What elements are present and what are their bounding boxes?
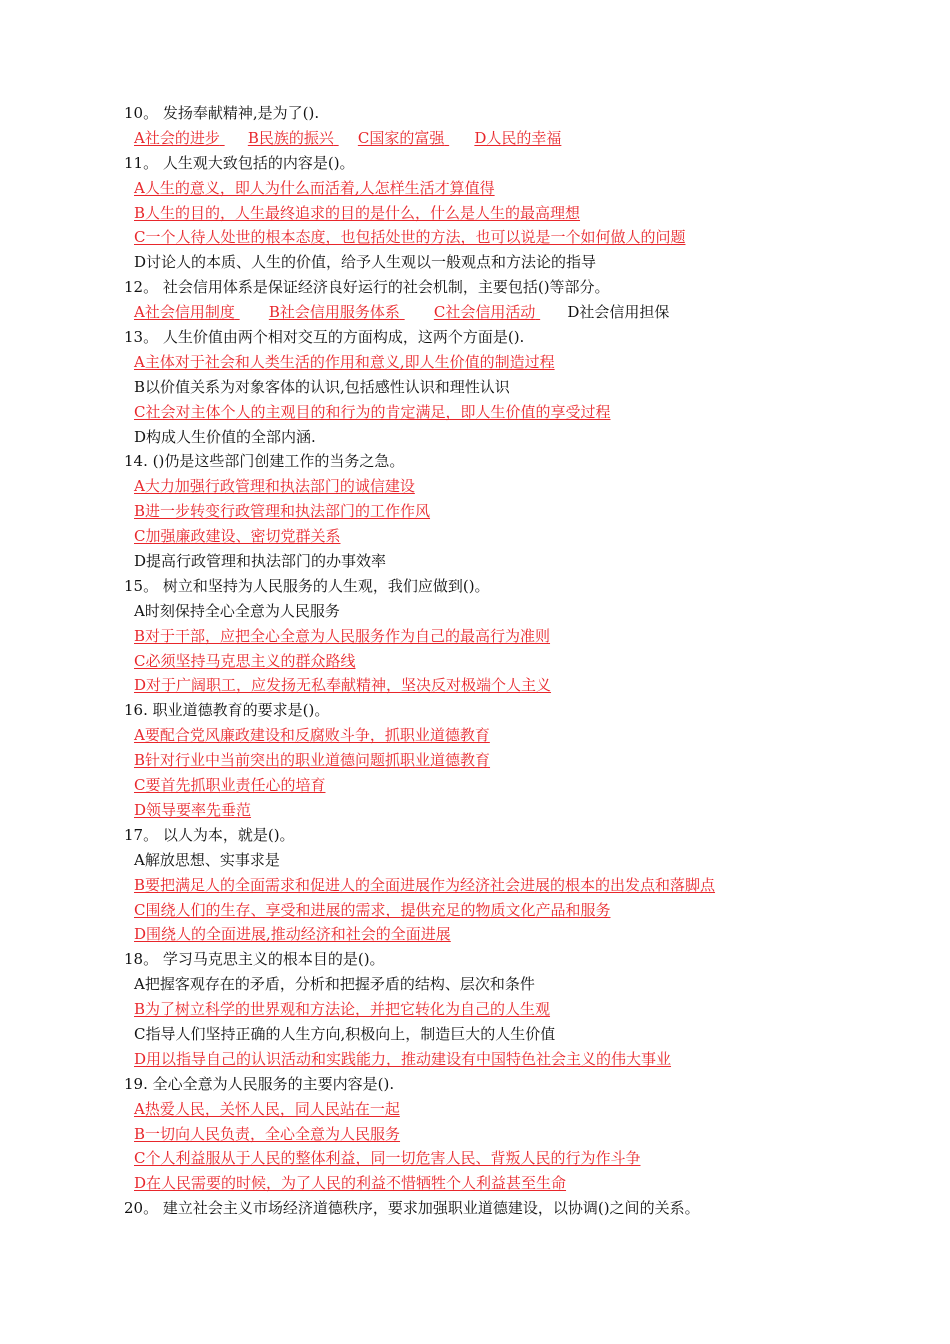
- question-line: [0, 101, 950, 126]
- answer-option-marked: D领导要率先垂范: [134, 800, 252, 819]
- option-line: [0, 201, 950, 226]
- question-text: 15。 树立和坚持为人民服务的人生观，我们应做到()。: [124, 576, 490, 595]
- question-text: 17。 以人为本，就是()。: [124, 825, 295, 844]
- option-spacer: [235, 300, 269, 325]
- answer-option: D社会信用担保: [567, 303, 670, 322]
- option-line: [0, 375, 950, 400]
- answer-option-marked: A人生的意义，即人为什么而活着,人怎样生活才算值得: [134, 178, 495, 197]
- question-text: 10。 发扬奉献精神,是为了().: [124, 104, 320, 122]
- question-text: 12。 社会信用体系是保证经济良好运行的社会机制，主要包括()等部分。: [124, 278, 610, 297]
- answer-option-marked: B一切向人民负责，全心全意为人民服务: [134, 1124, 401, 1143]
- option-line: [0, 474, 950, 499]
- answer-option-marked: B人生的目的，人生最终追求的目的是什么，什么是人生的最高理想: [134, 203, 581, 222]
- option-line: [0, 798, 950, 823]
- answer-option-marked: D用以指导自己的认识活动和实践能力，推动建设有中国特色社会主义的伟大事业: [134, 1049, 672, 1068]
- option-line: [0, 997, 950, 1022]
- answer-option-marked: D围绕人的全面进展,推动经济和社会的全面进展: [134, 925, 451, 944]
- answer-option: D提高行政管理和执法部门的办事效率: [134, 552, 387, 571]
- option-line: [0, 624, 950, 649]
- question-line: [0, 275, 950, 300]
- question-line: [0, 698, 950, 723]
- answer-option: A时刻保持全心全意为人民服务: [134, 601, 340, 620]
- option-line: [0, 1146, 950, 1171]
- option-line: [0, 425, 950, 450]
- answer-option-marked: A热爱人民，关怀人民，同人民站在一起: [134, 1099, 400, 1118]
- question-text: 11。 人生观大致包括的内容是()。: [124, 153, 355, 172]
- answer-option-marked: B要把满足人的全面需求和促进人的全面进展作为经济社会进展的根本的出发点和落脚点: [134, 875, 716, 894]
- question-text: 16. 职业道德教育的要求是()。: [124, 701, 330, 720]
- answer-option-marked: C一个人待人处世的根本态度，也包括处世的方法，也可以说是一个如何做人的问题: [134, 228, 686, 247]
- question-text: 13。 人生价值由两个相对交互的方面构成，这两个方面是().: [124, 328, 525, 347]
- answer-option-marked: C个人利益服从于人民的整体利益，同一切危害人民、背叛人民的行为作斗争: [134, 1149, 641, 1168]
- question-line: [0, 151, 950, 176]
- question-text: 19. 全心全意为人民服务的主要内容是().: [124, 1074, 395, 1093]
- answer-option-marked: C围绕人们的生存、享受和进展的需求，提供充足的物质文化产品和服务: [134, 900, 611, 919]
- option-spacer: [400, 300, 434, 325]
- answer-option-marked: C国家的富强: [357, 128, 445, 147]
- option-line: [0, 225, 950, 250]
- option-line: [0, 176, 950, 201]
- answer-option-marked: B针对行业中当前突出的职业道德问题抓职业道德教育: [134, 751, 491, 770]
- option-spacer: [334, 126, 358, 151]
- option-line: [0, 1171, 950, 1196]
- question-line: [0, 1072, 950, 1097]
- option-line: [0, 748, 950, 773]
- answer-option-marked: C加强廉政建设、密切党群关系: [134, 527, 341, 546]
- answer-option-marked: B进一步转变行政管理和执法部门的工作作风: [134, 502, 431, 521]
- option-line: [0, 848, 950, 873]
- option-spacer: [444, 126, 474, 151]
- question-line: [0, 325, 950, 350]
- option-line: [0, 972, 950, 997]
- option-line: [0, 350, 950, 375]
- option-line: [0, 873, 950, 898]
- option-line: [0, 250, 950, 275]
- answer-option-marked: D在人民需要的时候，为了人民的利益不惜牺牲个人利益甚至生命: [134, 1174, 567, 1193]
- answer-option-marked: A主体对于社会和人类生活的作用和意义,即人生价值的制造过程: [134, 352, 555, 371]
- option-line: [0, 723, 950, 748]
- answer-option-marked: B为了树立科学的世界观和方法论，并把它转化为自己的人生观: [134, 1000, 551, 1019]
- answer-option-marked: A大力加强行政管理和执法部门的诚信建设: [134, 477, 415, 496]
- option-line: [0, 773, 950, 798]
- question-text: 18。 学习马克思主义的根本目的是()。: [124, 950, 385, 969]
- option-line: [0, 673, 950, 698]
- answer-option-marked: B社会信用服务体系: [268, 303, 400, 322]
- option-spacer: [535, 300, 567, 325]
- option-line: [0, 126, 950, 151]
- answer-option: A解放思想、实事求是: [134, 850, 280, 869]
- answer-option: D讨论人的本质、人生的价值，给予人生观以一般观点和方法论的指导: [134, 253, 597, 272]
- answer-option-marked: B对于干部，应把全心全意为人民服务作为自己的最高行为准则: [134, 626, 551, 645]
- question-line: [0, 823, 950, 848]
- answer-option-marked: A要配合党风廉政建设和反腐败斗争，抓职业道德教育: [134, 726, 490, 745]
- answer-option-marked: A社会信用制度: [134, 303, 235, 322]
- answer-option: C指导人们坚持正确的人生方向,积极向上，制造巨大的人生价值: [134, 1024, 556, 1043]
- answer-option-marked: A社会的进步: [134, 128, 220, 147]
- question-line: [0, 1196, 950, 1221]
- option-line: [0, 898, 950, 923]
- question-line: [0, 947, 950, 972]
- option-line: [0, 1047, 950, 1072]
- option-line: [0, 599, 950, 624]
- question-text: 20。 建立社会主义市场经济道德秩序，要求加强职业道德建设，以协调()之间的关系。: [124, 1199, 700, 1218]
- option-line: [0, 1097, 950, 1122]
- option-line: [0, 300, 950, 325]
- answer-option: D构成人生价值的全部内涵.: [134, 427, 316, 446]
- answer-option-marked: C要首先抓职业责任心的培育: [134, 776, 326, 795]
- option-line: [0, 499, 950, 524]
- option-line: [0, 400, 950, 425]
- question-text: 14. ()仍是这些部门创建工作的当务之急。: [124, 452, 405, 471]
- option-line: [0, 1122, 950, 1147]
- answer-option: B以价值关系为对象客体的认识,包括感性认识和理性认识: [134, 377, 510, 396]
- answer-option: A把握客观存在的矛盾，分析和把握矛盾的结构、层次和条件: [134, 975, 535, 994]
- option-line: [0, 1022, 950, 1047]
- answer-option-marked: B民族的振兴: [247, 128, 334, 147]
- document-body: [0, 101, 950, 1221]
- answer-option-marked: C社会信用活动: [433, 303, 536, 322]
- answer-option-marked: C必须坚持马克思主义的群众路线: [134, 651, 356, 670]
- answer-option-marked: D人民的幸福: [474, 128, 562, 147]
- option-line: [0, 649, 950, 674]
- answer-option-marked: D对于广阔职工，应发扬无私奉献精神，坚决反对极端个人主义: [134, 676, 552, 695]
- option-line: [0, 922, 950, 947]
- question-line: [0, 449, 950, 474]
- answer-option-marked: C社会对主体个人的主观目的和行为的肯定满足，即人生价值的享受过程: [134, 402, 611, 421]
- question-line: [0, 574, 950, 599]
- option-spacer: [220, 126, 248, 151]
- option-line: [0, 524, 950, 549]
- option-line: [0, 549, 950, 574]
